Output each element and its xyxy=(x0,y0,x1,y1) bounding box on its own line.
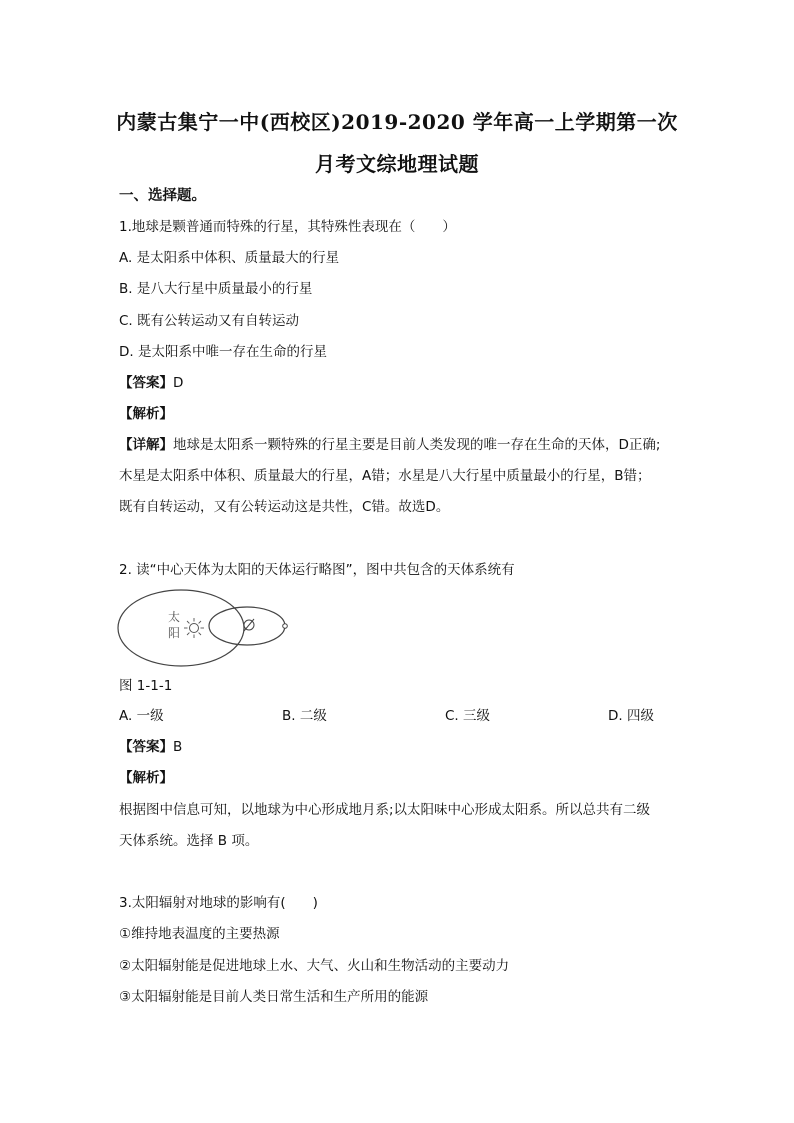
sun-icon xyxy=(184,618,204,638)
sun-label-2: 阳 xyxy=(168,626,181,640)
q2-analysis-line-1: 根据图中信息可知，以地球为中心形成地月系;以太阳味中心形成太阳系。所以总共有二级 xyxy=(119,802,651,818)
sun-system-orbit xyxy=(118,590,244,666)
q3-stem: 3.太阳辐射对地球的影响有( ) xyxy=(119,895,318,911)
answer-tag: 【答案】 xyxy=(119,739,173,755)
detail-text: 地球是太阳系一颗特殊的行星主要是目前人类发现的唯一存在生命的天体，D正确; xyxy=(173,437,661,453)
moon-icon xyxy=(283,624,288,629)
q1-detail-line-3: 既有自转运动，又有公转运动这是共性，C错。故选D。 xyxy=(119,499,450,515)
q1-option-b: B. 是八大行星中质量最小的行星 xyxy=(119,281,313,297)
q1-option-d: D. 是太阳系中唯一存在生命的行星 xyxy=(119,344,327,360)
q1-detail-line-1 xyxy=(119,435,660,455)
q3-item-1: ①维持地表温度的主要热源 xyxy=(119,926,280,942)
q1-answer xyxy=(119,373,183,393)
moon-orbit xyxy=(209,607,285,645)
q1-detail-line-2: 木星是太阳系中体积、质量最大的行星，A错；水星是八大行星中质量最小的行星，B错； xyxy=(119,468,651,484)
q2-option-b: B. 二级 xyxy=(282,708,327,724)
q2-analysis-tag: 【解析】 xyxy=(119,770,173,786)
q2-option-a: A. 一级 xyxy=(119,708,164,724)
celestial-orbit-diagram xyxy=(116,588,294,670)
detail-tag: 【详解】 xyxy=(119,437,173,453)
q1-option-c: C. 既有公转运动又有自转运动 xyxy=(119,313,300,329)
q2-answer xyxy=(119,737,182,757)
q2-stem: 2. 读“中心天体为太阳的天体运行略图”，图中共包含的天体系统有 xyxy=(119,562,515,578)
q3-item-2: ②太阳辐射能是促进地球上水、大气、火山和生物活动的主要动力 xyxy=(119,958,510,974)
earth-icon xyxy=(244,619,254,631)
q1-option-a: A. 是太阳系中体积、质量最大的行星 xyxy=(119,250,340,266)
q2-option-d: D. 四级 xyxy=(608,708,654,724)
answer-tag: 【答案】 xyxy=(119,375,173,391)
q2-figure-caption: 图 1-1-1 xyxy=(119,678,173,694)
q1-analysis-tag: 【解析】 xyxy=(119,406,173,422)
q2-option-c: C. 三级 xyxy=(445,708,491,724)
q1-stem: 1.地球是颗普通而特殊的行星，其特殊性表现在（ ） xyxy=(119,219,456,235)
sun-label-1: 太 xyxy=(168,610,181,624)
section-heading: 一、选择题。 xyxy=(119,188,206,204)
answer-value: B xyxy=(173,739,183,755)
answer-value: D xyxy=(173,375,184,391)
q2-analysis-line-2: 天体系统。选择 B 项。 xyxy=(119,833,259,849)
title-line-1: 内蒙古集宁一中(西校区)2019-2020 学年高一上学期第一次 xyxy=(116,110,678,134)
title-line-2: 月考文综地理试题 xyxy=(315,152,479,176)
q3-item-3: ③太阳辐射能是目前人类日常生活和生产所用的能源 xyxy=(119,989,429,1005)
